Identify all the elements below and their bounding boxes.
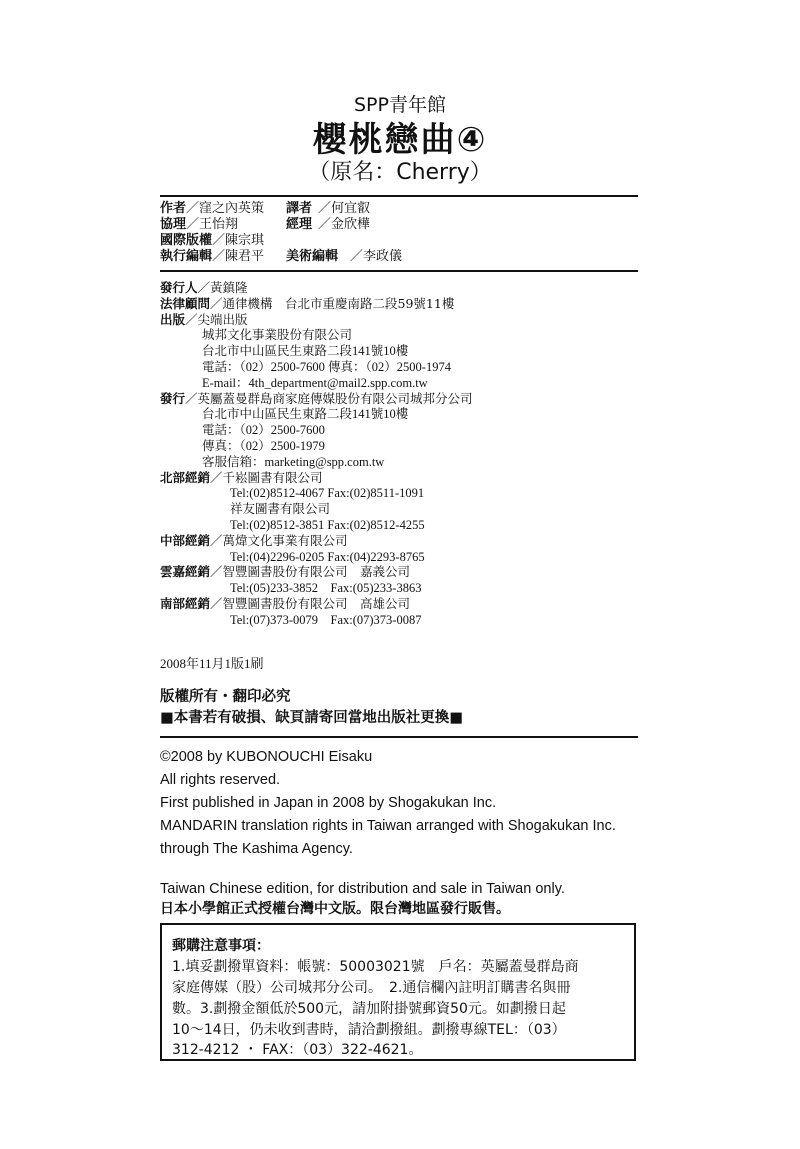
publisher-row: 出版／尖端出版 bbox=[160, 311, 248, 327]
copyright-rule bbox=[160, 736, 638, 738]
publisher-row: Tel:(02)8512-3851 Fax:(02)8512-4255 bbox=[230, 518, 425, 532]
publisher-row: 台北市中山區民生東路二段141號10樓 bbox=[202, 407, 409, 422]
credit-row: 作者／窪之內英策 譯者 ／何宜叡 bbox=[160, 201, 371, 216]
series-name: SPP青年館 bbox=[354, 94, 446, 116]
publisher-row: 南部經銷／智豐圖書股份有限公司 高雄公司 bbox=[160, 596, 411, 611]
publisher-row: Tel:(07)373-0079 Fax:(07)373-0087 bbox=[230, 612, 422, 627]
edition-note-en: Taiwan Chinese edition, for distribution and sale in Taiwan only. bbox=[160, 881, 565, 897]
publisher-row: 發行人／黃鎮隆 bbox=[160, 280, 248, 295]
publisher-row: 城邦文化事業股份有限公司 bbox=[202, 328, 353, 343]
publisher-row: 中部經銷／萬煒文化事業有限公司 bbox=[160, 532, 348, 548]
publisher-row: 雲嘉經銷／智豐圖書股份有限公司 嘉義公司 bbox=[160, 564, 411, 580]
edition-note-zh: 日本小學館正式授權台灣中文版。限台灣地區發行販售。 bbox=[160, 901, 510, 917]
translation-rights-line: MANDARIN translation rights in Taiwan arranged with Shogakukan Inc. bbox=[160, 818, 616, 834]
publisher-row: 發行／英屬蓋曼群島商家庭傳媒股份有限公司城邦分公司 bbox=[160, 390, 473, 406]
credit-row: 執行編輯／陳君平 美術編輯 ／李政儀 bbox=[160, 249, 403, 264]
rights-reserved: 版權所有・翻印必究 bbox=[160, 689, 291, 705]
publisher-row: Tel:(05)233-3852 Fax:(05)233-3863 bbox=[230, 581, 422, 596]
replacement-notice: ■本書若有破損、缺頁請寄回當地出版社更換■ bbox=[160, 710, 463, 726]
edition-date: 2008年11月1版1刷 bbox=[160, 656, 264, 671]
order-notice-line: 10～14日，仍未收到書時，請洽劃撥組。劃撥專線TEL：（03） bbox=[172, 1022, 566, 1038]
publisher-row: 客服信箱：marketing@spp.com.tw bbox=[202, 454, 385, 469]
publisher-row: 傳真：（02）2500-1979 bbox=[202, 439, 325, 453]
publisher-row: 祥友圖書有限公司 bbox=[230, 502, 331, 517]
original-title: （原名：Cherry） bbox=[308, 160, 492, 185]
first-published-line: First published in Japan in 2008 by Shogakukan Inc. bbox=[160, 795, 497, 811]
publisher-row: 台北市中山區民生東路二段141號10樓 bbox=[202, 344, 409, 359]
publisher-row: 電話：（02）2500-7600 傳真：（02）2500-1974 bbox=[202, 360, 451, 374]
credits-bottom-rule bbox=[160, 270, 638, 272]
agency-line: through The Kashima Agency. bbox=[160, 841, 353, 857]
order-notice-box bbox=[160, 923, 636, 1061]
rights-line: All rights reserved. bbox=[160, 772, 281, 788]
credit-row: 協理／王怡翔 經理 ／金欣樺 bbox=[160, 217, 371, 232]
copyright-line: ©2008 by KUBONOUCHI Eisaku bbox=[160, 749, 373, 765]
publisher-row: Tel:(02)8512-4067 Fax:(02)8511-1091 bbox=[230, 486, 425, 501]
order-notice-title: 郵購注意事項： bbox=[172, 938, 270, 954]
publisher-row: 電話：（02）2500-7600 bbox=[202, 423, 325, 438]
order-notice-line: 1.填妥劃撥單資料：帳號：50003021號 戶名：英屬蓋曼群島商 bbox=[172, 959, 579, 975]
order-notice-line: 312-4212 ・ FAX：（03）322-4621。 bbox=[172, 1042, 423, 1058]
publisher-row: Tel:(04)2296-0205 Fax:(04)2293-8765 bbox=[230, 549, 425, 564]
book-title: 櫻桃戀曲④ bbox=[312, 120, 488, 160]
publisher-row: 北部經銷／千崧圖書有限公司 bbox=[160, 469, 323, 485]
credits-top-rule bbox=[160, 195, 638, 197]
order-notice-line: 數。3.劃撥金額低於500元，請加附掛號郵資50元。如劃撥日起 bbox=[172, 1001, 566, 1017]
order-notice-line: 家庭傳媒（股）公司城邦分公司。 2.通信欄內註明訂購書名與冊 bbox=[172, 980, 571, 996]
publisher-row: 法律顧問／通律機構 台北市重慶南路二段59號11樓 bbox=[160, 295, 455, 311]
credit-row: 國際版權／陳宗琪 bbox=[160, 233, 265, 248]
publisher-row: E-mail：4th_department@mail2.spp.com.tw bbox=[202, 375, 428, 390]
